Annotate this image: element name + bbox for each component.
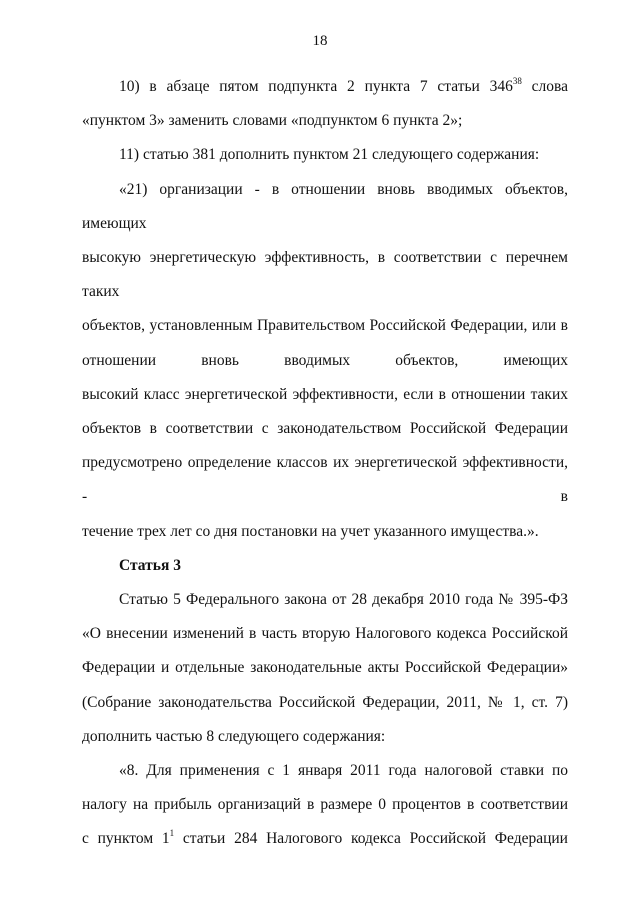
- text-line: [82, 241, 568, 309]
- text-run: Статью 5 Федерального закона от 28 декабря 2010 года № 395-ФЗ: [119, 591, 568, 609]
- text-run: с пунктом 1: [82, 830, 170, 848]
- text-line: [82, 104, 568, 138]
- text-run: Федерации и отдельные законодательные акты Российской Федерации»: [82, 659, 568, 677]
- text-run: высокую энергетическую эффективность, в соответствии с перечнем таких: [82, 249, 568, 301]
- text-run: 11) статью 381 дополнить пунктом 21 следующего содержания:: [119, 146, 540, 164]
- text-line: [82, 378, 568, 412]
- text-run: течение трех лет со дня постановки на учет указанного имущества.».: [82, 522, 539, 540]
- text-run: Статья 3: [119, 556, 181, 574]
- text-line: [82, 70, 568, 104]
- text-run: налогу на прибыль организаций в размере 0 процентов в соответствии: [82, 796, 568, 814]
- text-run: «О внесении изменений в часть вторую Налогового кодекса Российской: [82, 625, 568, 643]
- text-line: [82, 720, 568, 754]
- text-line: [82, 651, 568, 685]
- text-line: [82, 515, 568, 549]
- text-line: [82, 173, 568, 241]
- text-run: высокий класс энергетической эффективности, если в отношении таких: [82, 385, 568, 403]
- superscript: 38: [512, 75, 522, 86]
- text-run: статьи 284 Налогового кодекса Российской Федерации: [174, 830, 568, 848]
- text-line: [82, 412, 568, 446]
- text-line: [82, 309, 568, 343]
- text-run: объектов в соответствии с законодательством Российской Федерации: [82, 420, 568, 438]
- text-line: [82, 344, 568, 378]
- text-run: «21) организации - в отношении вновь вводимых объектов, имеющих: [82, 180, 568, 232]
- text-run: 10) в абзаце пятом подпункта 2 пункта 7 статьи 346: [119, 78, 513, 95]
- page-number: 18: [312, 33, 328, 49]
- text-line: [82, 754, 568, 788]
- text-run: объектов, установленным Правительством Российской Федерации, или в: [82, 317, 568, 335]
- text-run: слова: [521, 78, 569, 95]
- text-run: дополнить частью 8 следующего содержания:: [82, 727, 386, 745]
- superscript: 1: [169, 828, 175, 839]
- text-run: отношении вновь вводимых объектов, имеющих: [82, 351, 568, 369]
- text-line: [82, 138, 568, 172]
- text-line: [82, 686, 568, 720]
- text-run: предусмотрено определение классов их энергетической эффективности, - в: [82, 454, 568, 506]
- document-body: [82, 70, 568, 857]
- text-line: [82, 822, 568, 856]
- section-heading: [82, 549, 568, 583]
- text-line: [82, 446, 568, 514]
- text-line: [82, 617, 568, 651]
- text-run: (Собрание законодательства Российской Федерации, 2011, № 1, ст. 7): [82, 693, 568, 711]
- text-run: «8. Для применения с 1 января 2011 года налоговой ставки по: [119, 762, 568, 780]
- text-line: [82, 788, 568, 822]
- text-run: «пунктом 3» заменить словами «подпунктом 6 пункта 2»;: [82, 112, 463, 130]
- text-line: [82, 583, 568, 617]
